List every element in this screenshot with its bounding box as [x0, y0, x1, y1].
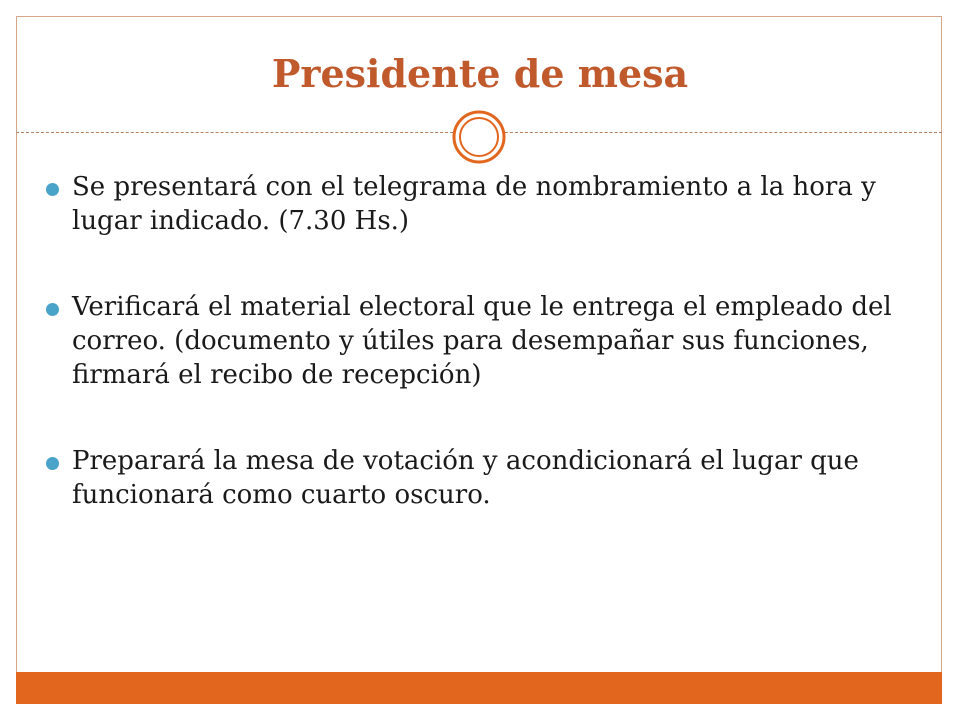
bullet-text: Verificará el material electoral que le entrega el empleado del correo. (documento y útiles para desempañar sus funciones, firmará el recibo de recepción)	[72, 292, 892, 390]
bullet-text: Se presentará con el telegrama de nombramiento a la hora y lugar indicado. (7.30 Hs.)	[72, 172, 876, 236]
bullet-item	[46, 290, 906, 392]
bullet-list	[46, 170, 906, 512]
footer-accent-bar	[16, 672, 942, 704]
circle-ornament-icon	[452, 110, 506, 164]
bullet-text: Preparará la mesa de votación y acondicionará el lugar que funcionará como cuarto oscuro.	[72, 446, 859, 510]
bullet-item	[46, 170, 906, 238]
bullet-item	[46, 444, 906, 512]
bullet-dot-icon	[46, 457, 59, 470]
slide-title: Presidente de mesa	[271, 51, 689, 96]
bullet-dot-icon	[46, 183, 59, 196]
bullet-dot-icon	[46, 303, 59, 316]
